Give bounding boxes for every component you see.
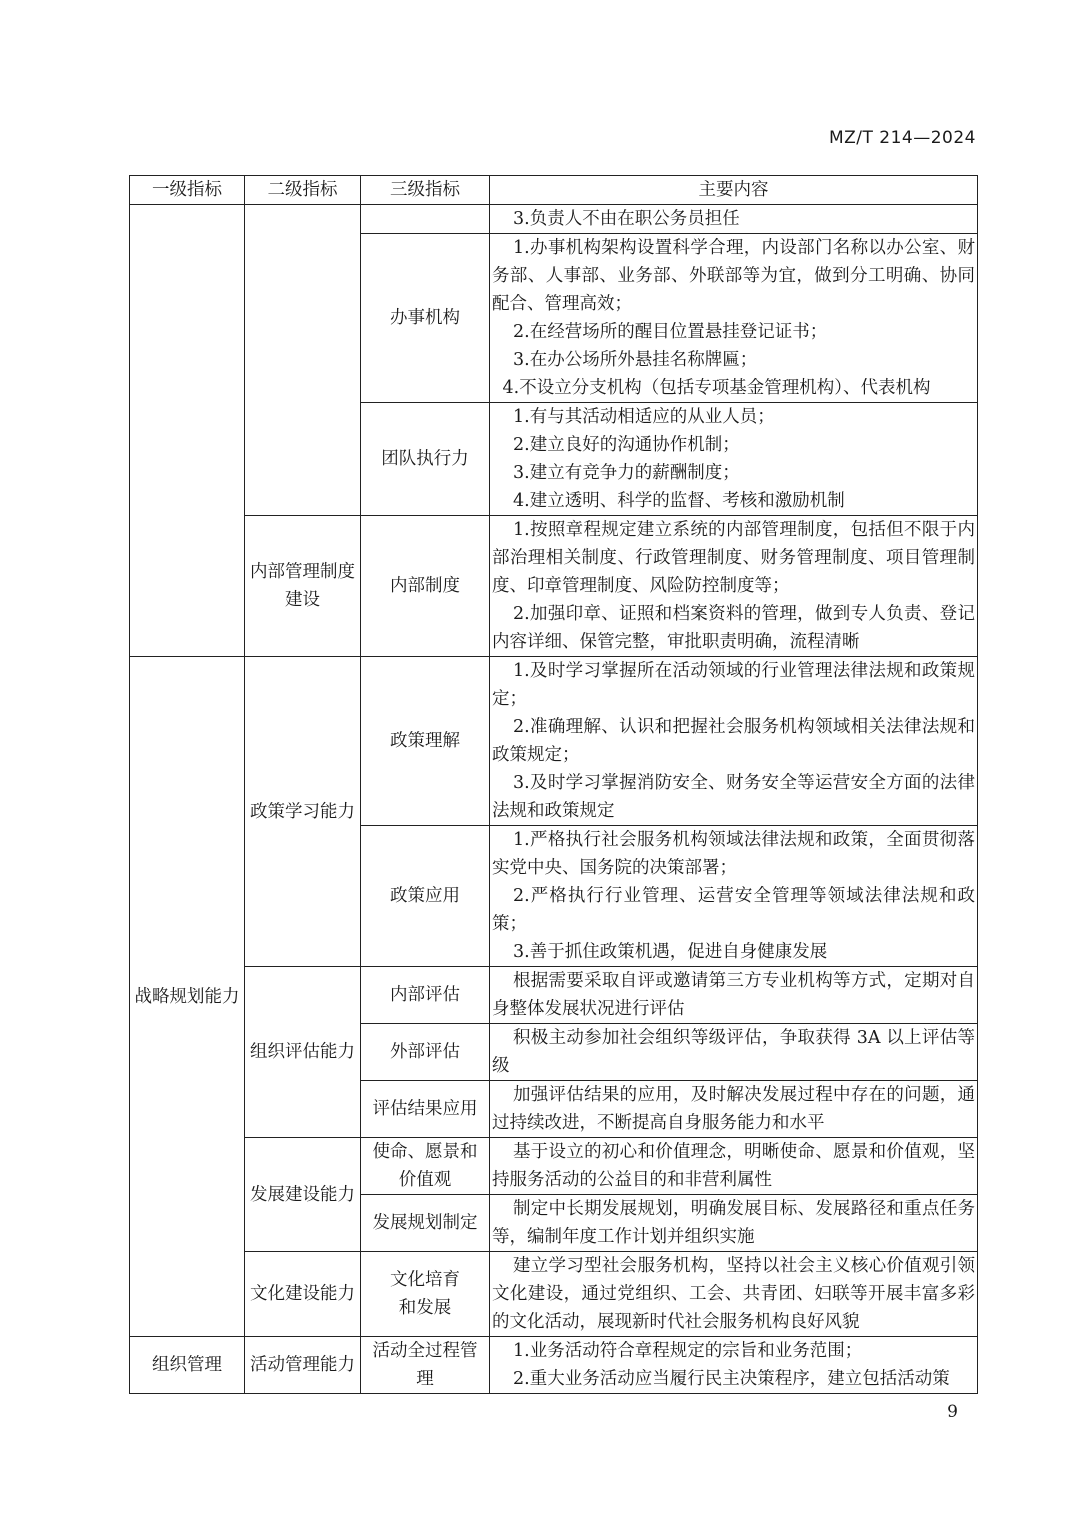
content-item: 加强评估结果的应用，及时解决发展过程中存在的问题，通过持续改进，不断提高自身服务能力和水平	[492, 1085, 975, 1133]
level3-cell: 评估结果应用	[361, 1081, 490, 1138]
content-item: 4.不设立分支机构（包括专项基金管理机构）、代表机构	[502, 378, 931, 398]
column-header: 二级指标	[245, 176, 361, 205]
level3-cell: 使命、愿景和价值观	[361, 1138, 490, 1195]
level3-cell: 办事机构	[361, 234, 490, 403]
table-row	[130, 1337, 978, 1394]
content-item: 1.有与其活动相适应的从业人员；	[513, 407, 775, 427]
content-cell	[490, 826, 978, 967]
content-cell	[490, 1195, 978, 1252]
content-item: 1.办事机构架构设置科学合理，内设部门名称以办公室、财务部、人事部、业务部、外联部等为宜，做到分工明确、协同配合、管理高效；	[492, 238, 975, 314]
content-item: 1.按照章程规定建立系统的内部管理制度，包括但不限于内部治理相关制度、行政管理制度、财务管理制度、项目管理制度、印章管理制度、风险防控制度等；	[492, 520, 975, 596]
level3-cell: 外部评估	[361, 1024, 490, 1081]
level1-cell: 组织管理	[130, 1337, 245, 1394]
content-cell	[490, 1138, 978, 1195]
content-cell	[490, 1081, 978, 1138]
content-item: 3.在办公场所外悬挂名称牌匾；	[513, 350, 758, 370]
standard-code: MZ/T 214—2024	[828, 128, 976, 148]
column-header: 一级指标	[130, 176, 245, 205]
level2-cell: 政策学习能力	[245, 657, 361, 967]
level3-cell: 政策应用	[361, 826, 490, 967]
content-item: 3.负责人不由在职公务员担任	[513, 209, 740, 229]
content-item: 3.善于抓住政策机遇，促进自身健康发展	[513, 942, 828, 962]
level3-cell: 政策理解	[361, 657, 490, 826]
level2-cell: 组织评估能力	[245, 967, 361, 1138]
indicator-table	[129, 175, 978, 1394]
level3-cell: 内部制度	[361, 516, 490, 657]
content-cell	[490, 234, 978, 403]
level3-cell: 团队执行力	[361, 403, 490, 516]
table-row	[130, 205, 978, 234]
content-item: 3.建立有竞争力的薪酬制度；	[513, 463, 740, 483]
column-header: 三级指标	[361, 176, 490, 205]
level2-cell: 文化建设能力	[245, 1252, 361, 1337]
table-row	[130, 967, 978, 1024]
content-item: 根据需要采取自评或邀请第三方专业机构等方式，定期对自身整体发展状况进行评估	[492, 971, 975, 1019]
content-cell	[490, 205, 978, 234]
content-item: 建立学习型社会服务机构，坚持以社会主义核心价值观引领文化建设，通过党组织、工会、共青团、妇联等开展丰富多彩的文化活动，展现新时代社会服务机构良好风貌	[492, 1256, 975, 1332]
content-item: 基于设立的初心和价值理念，明晰使命、愿景和价值观，坚持服务活动的公益目的和非营利属性	[492, 1142, 975, 1190]
table-row	[130, 657, 978, 826]
level2-cell: 内部管理制度建设	[245, 516, 361, 657]
content-item: 4.建立透明、科学的监督、考核和激励机制	[513, 491, 845, 511]
table-row	[130, 1252, 978, 1337]
level2-cell: 发展建设能力	[245, 1138, 361, 1252]
level1-cell: 战略规划能力	[130, 657, 245, 1337]
content-cell	[490, 657, 978, 826]
content-item: 2.建立良好的沟通协作机制；	[513, 435, 740, 455]
content-item: 2.准确理解、认识和把握社会服务机构领域相关法律法规和政策规定；	[492, 717, 975, 765]
level2-cell	[245, 205, 361, 516]
level3-cell: 发展规划制定	[361, 1195, 490, 1252]
content-cell	[490, 1024, 978, 1081]
content-cell	[490, 403, 978, 516]
table-row	[130, 1138, 978, 1195]
level1-cell	[130, 205, 245, 657]
content-item: 积极主动参加社会组织等级评估，争取获得 3A 以上评估等级	[492, 1028, 975, 1076]
content-item: 1.严格执行社会服务机构领域法律法规和政策，全面贯彻落实党中央、国务院的决策部署；	[492, 830, 975, 878]
content-item: 3.及时学习掌握消防安全、财务安全等运营安全方面的法律法规和政策规定	[492, 773, 975, 821]
page-number: 9	[947, 1402, 958, 1422]
content-cell	[490, 967, 978, 1024]
table-header-row	[130, 176, 978, 205]
content-item: 1.及时学习掌握所在活动领域的行业管理法律法规和政策规定；	[492, 661, 975, 709]
content-cell	[490, 1252, 978, 1337]
column-header: 主要内容	[490, 176, 978, 205]
content-item: 2.严格执行行业管理、运营安全管理等领域法律法规和政策；	[492, 886, 975, 934]
content-item: 制定中长期发展规划，明确发展目标、发展路径和重点任务等，编制年度工作计划并组织实施	[492, 1199, 975, 1247]
content-item: 2.在经营场所的醒目位置悬挂登记证书；	[513, 322, 828, 342]
level3-cell: 内部评估	[361, 967, 490, 1024]
level3-cell	[361, 205, 490, 234]
content-item: 2.重大业务活动应当履行民主决策程序，建立包括活动策	[513, 1369, 950, 1389]
level2-cell: 活动管理能力	[245, 1337, 361, 1394]
table-row	[130, 516, 978, 657]
level3-cell: 活动全过程管理	[361, 1337, 490, 1394]
content-cell	[490, 1337, 978, 1394]
content-item: 2.加强印章、证照和档案资料的管理，做到专人负责、登记内容详细、保管完整，审批职责明确，流程清晰	[492, 604, 975, 652]
content-item: 1.业务活动符合章程规定的宗旨和业务范围；	[513, 1341, 863, 1361]
content-cell	[490, 516, 978, 657]
level3-cell: 文化培育和发展	[361, 1252, 490, 1337]
